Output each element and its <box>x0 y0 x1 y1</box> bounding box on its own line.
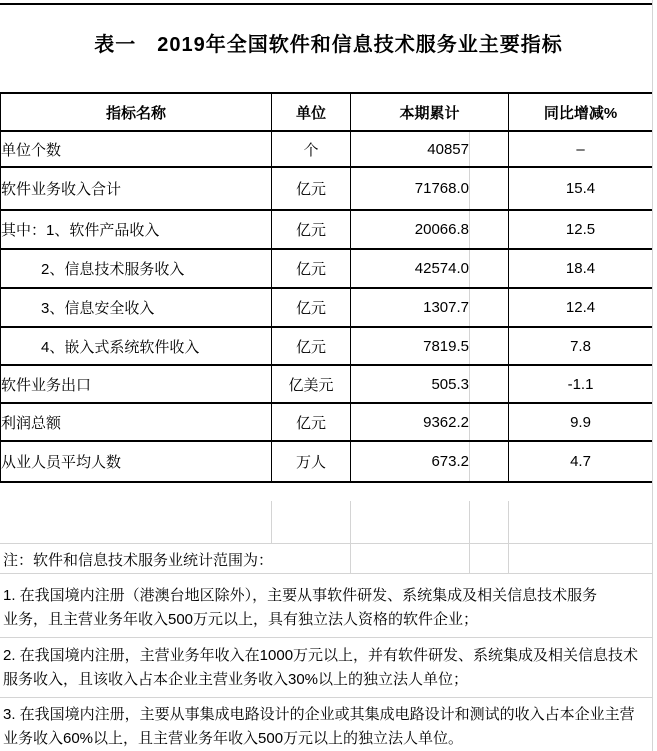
gridline-vertical <box>350 501 351 573</box>
cell-spacer <box>470 403 509 441</box>
gridline-vertical <box>271 501 272 543</box>
cell-spacer <box>470 327 509 365</box>
cell-change: 7.8 <box>509 327 653 365</box>
gridline-horizontal <box>0 697 652 698</box>
cell-spacer <box>470 249 509 288</box>
cell-value: 71768.0 <box>351 167 470 210</box>
cell-indicator: 3、信息安全收入 <box>1 288 272 327</box>
cell-value: 9362.2 <box>351 403 470 441</box>
cell-change: 15.4 <box>509 167 653 210</box>
cell-value: 40857 <box>351 131 470 167</box>
note-line: 2. 在我国境内注册，主营业务年收入在1000万元以上，并有软件研发、系统集成及相关信息技术 <box>3 647 639 664</box>
cell-change: -1.1 <box>509 365 653 403</box>
cell-value: 673.2 <box>351 441 470 482</box>
cell-change: 9.9 <box>509 403 653 441</box>
indicators-table <box>0 92 653 483</box>
cell-value: 20066.8 <box>351 210 470 249</box>
header-row <box>1 93 653 131</box>
cell-indicator: 2、信息技术服务收入 <box>1 249 272 288</box>
note-line: 1. 在我国境内注册（港澳台地区除外），主要从事软件研发、系统集成及相关信息技术服务 <box>3 587 598 604</box>
table-row <box>1 365 653 403</box>
cell-value: 1307.7 <box>351 288 470 327</box>
col-header-indicator: 指标名称 <box>1 93 272 131</box>
cell-spacer <box>470 210 509 249</box>
note-item <box>3 644 638 692</box>
note-line: 业务收入60%以上，且主营业务年收入500万元以上的独立法人单位。 <box>3 730 464 747</box>
cell-unit: 亿元 <box>272 210 351 249</box>
top-border-line <box>0 3 652 5</box>
note-item <box>3 703 635 751</box>
cell-indicator: 软件业务收入合计 <box>1 167 272 210</box>
cell-indicator: 4、嵌入式系统软件收入 <box>1 327 272 365</box>
cell-unit: 亿美元 <box>272 365 351 403</box>
cell-spacer <box>470 441 509 482</box>
col-header-unit: 单位 <box>272 93 351 131</box>
cell-value: 42574.0 <box>351 249 470 288</box>
cell-unit: 亿元 <box>272 249 351 288</box>
cell-change: 12.4 <box>509 288 653 327</box>
cell-indicator: 利润总额 <box>1 403 272 441</box>
cell-indicator: 单位个数 <box>1 131 272 167</box>
cell-indicator: 软件业务出口 <box>1 365 272 403</box>
cell-value: 505.3 <box>351 365 470 403</box>
cell-spacer <box>470 167 509 210</box>
cell-indicator: 从业人员平均人数 <box>1 441 272 482</box>
cell-spacer <box>470 288 509 327</box>
gridline-horizontal <box>0 637 652 638</box>
cell-change: 18.4 <box>509 249 653 288</box>
gridline-horizontal <box>0 543 652 544</box>
note-line: 3. 在我国境内注册，主要从事集成电路设计的企业或其集成电路设计和测试的收入占本企业主营 <box>3 706 635 723</box>
table-row <box>1 441 653 482</box>
cell-spacer <box>470 365 509 403</box>
notes-header: 注：软件和信息技术服务业统计范围为： <box>3 552 274 569</box>
table-row <box>1 327 653 365</box>
col-header-value: 本期累计 <box>351 93 509 131</box>
cell-unit: 亿元 <box>272 167 351 210</box>
cell-unit: 亿元 <box>272 288 351 327</box>
table-row <box>1 167 653 210</box>
gridline-vertical <box>469 501 470 573</box>
gridline-horizontal <box>0 573 652 574</box>
document-title: 表一 2019年全国软件和信息技术服务业主要指标 <box>94 34 563 56</box>
table-row <box>1 131 653 167</box>
table-row <box>1 249 653 288</box>
cell-change: 12.5 <box>509 210 653 249</box>
table-row <box>1 403 653 441</box>
cell-unit: 亿元 <box>272 403 351 441</box>
table-row <box>1 288 653 327</box>
cell-unit: 亿元 <box>272 327 351 365</box>
gridline-right-edge <box>652 0 653 751</box>
cell-spacer <box>470 131 509 167</box>
col-header-change: 同比增减% <box>509 93 653 131</box>
note-item <box>3 584 597 632</box>
cell-value: 7819.5 <box>351 327 470 365</box>
cell-change: – <box>509 131 653 167</box>
table-row <box>1 210 653 249</box>
cell-unit: 万人 <box>272 441 351 482</box>
note-line: 服务收入，且该收入占本企业主营业务收入30%以上的独立法人单位； <box>3 671 469 688</box>
cell-unit: 个 <box>272 131 351 167</box>
gridline-vertical <box>508 501 509 573</box>
cell-indicator: 其中：1、软件产品收入 <box>1 210 272 249</box>
note-line: 业务，且主营业务年收入500万元以上，具有独立法人资格的软件企业； <box>3 611 479 628</box>
cell-change: 4.7 <box>509 441 653 482</box>
